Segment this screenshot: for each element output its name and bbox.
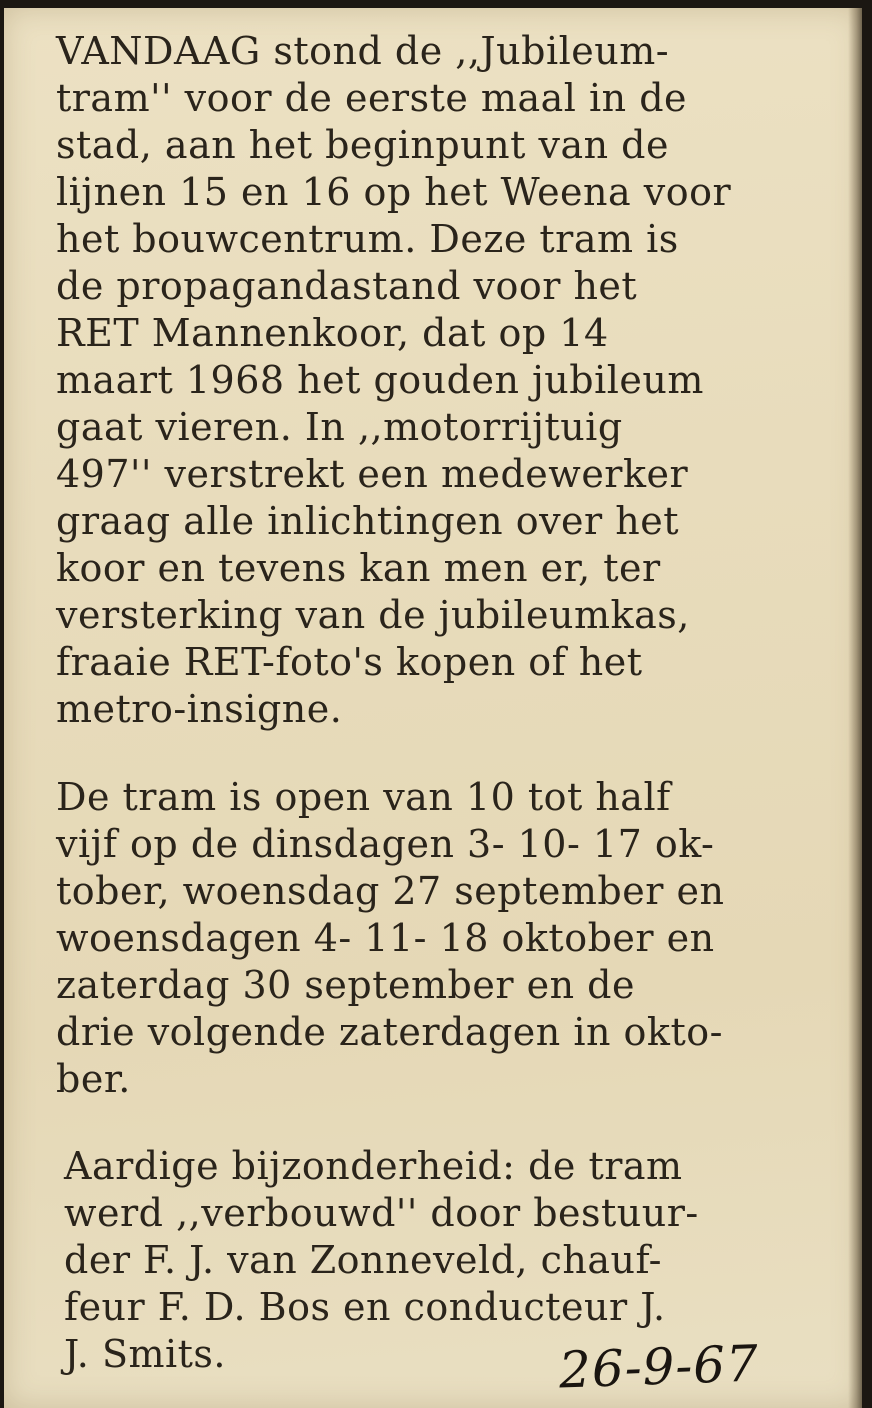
text-line: de propagandastand voor het (56, 264, 638, 308)
text-line: lijnen 15 en 16 op het Weena voor (56, 170, 732, 214)
newspaper-clipping (4, 8, 862, 1408)
article-paragraph-1 (56, 28, 731, 733)
text-line: metro-insigne. (56, 687, 343, 731)
text-line: 497'' verstrekt een medewerker (56, 452, 689, 496)
text-line: koor en tevens kan men er, ter (56, 546, 661, 590)
text-line: drie volgende zaterdagen in okto- (56, 1010, 723, 1054)
text-line: gaat vieren. In ,,motorrijtuig (56, 405, 623, 449)
text-line: fraaie RET-foto's kopen of het (56, 640, 643, 684)
text-line: Aardige bijzonderheid: de tram (64, 1144, 683, 1188)
text-line: vijf op de dinsdagen 3- 10- 17 ok- (56, 822, 715, 866)
text-line: zaterdag 30 september en de (56, 963, 635, 1007)
text-line: tram'' voor de eerste maal in de (56, 76, 688, 120)
text-line: werd ,,verbouwd'' door bestuur- (64, 1191, 699, 1235)
article-paragraph-2 (56, 774, 724, 1103)
text-line: der F. J. van Zonneveld, chauf- (64, 1238, 663, 1282)
text-line: ber. (56, 1057, 131, 1101)
text-line: stad, aan het beginpunt van de (56, 123, 669, 167)
text-line: versterking van de jubileumkas, (56, 593, 690, 637)
text-line: De tram is open van 10 tot half (56, 775, 671, 819)
text-line: het bouwcentrum. Deze tram is (56, 217, 679, 261)
text-line: J. Smits. (64, 1332, 227, 1376)
torn-edge (848, 8, 862, 1408)
text-line: feur F. D. Bos en conducteur J. (64, 1285, 666, 1329)
text-line: VANDAAG stond de ,,Jubileum- (56, 29, 670, 73)
text-line: graag alle inlichtingen over het (56, 499, 679, 543)
text-line: maart 1968 het gouden jubileum (56, 358, 704, 402)
text-line: woensdagen 4- 11- 18 oktober en (56, 916, 715, 960)
text-line: RET Mannenkoor, dat op 14 (56, 311, 609, 355)
handwritten-date: 26-9-67 (558, 1334, 760, 1400)
text-line: tober, woensdag 27 september en (56, 869, 725, 913)
